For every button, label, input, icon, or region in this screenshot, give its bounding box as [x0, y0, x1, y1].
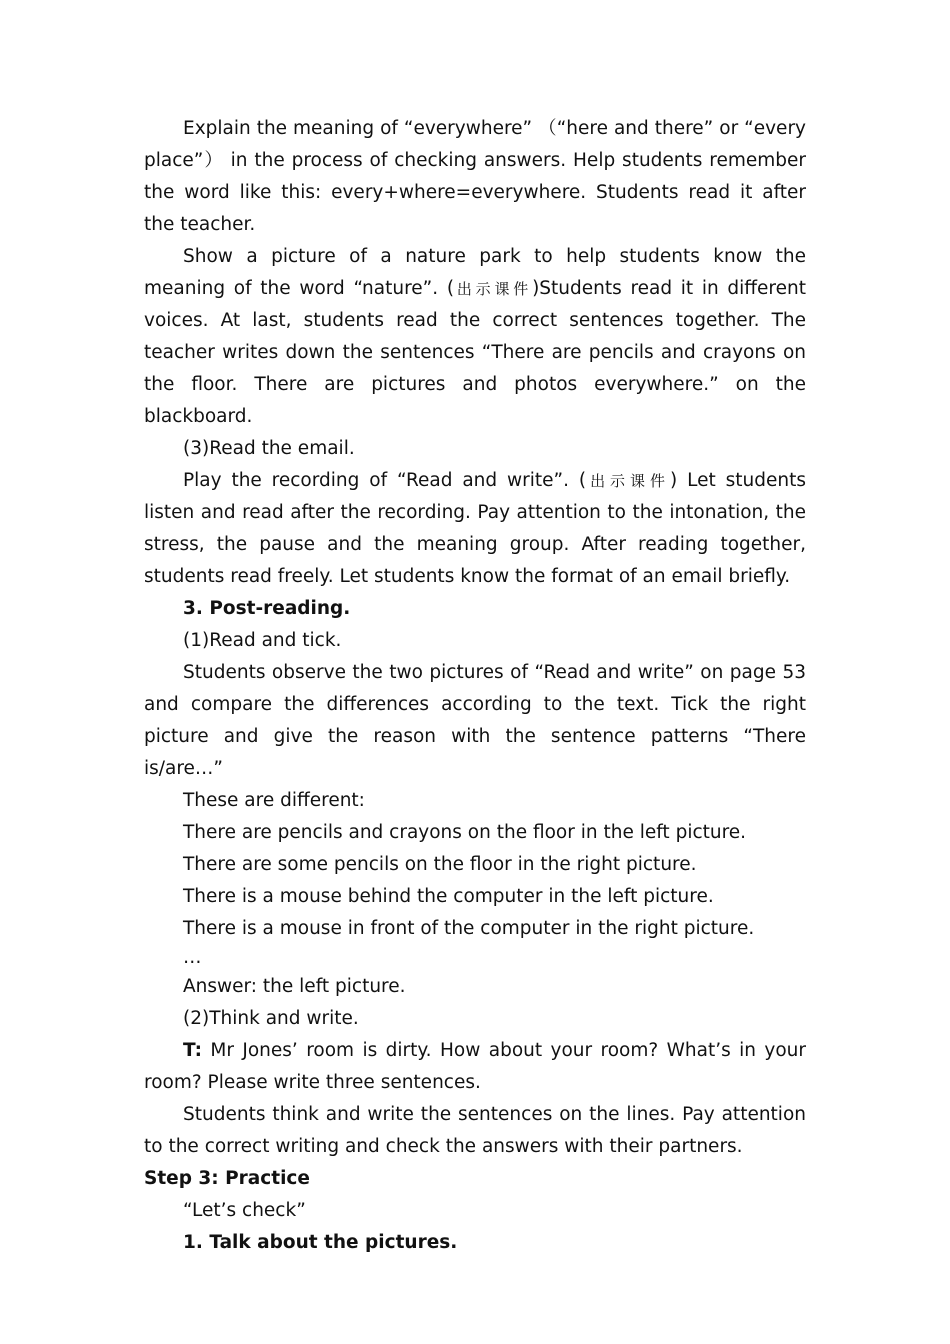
courseware-note: 出示课件 [586, 472, 671, 490]
paragraph-teacher-question [144, 1035, 806, 1099]
paragraph-nature: Show a picture of a nature park to help students know the meaning of the word “nature”. (出示课件)Students read it in different voices. At last, students read the correct sentences together. The teacher writes down the sentences “There are pencils and crayons on the floor. There are pictures and photos everywhere.” on the blackboard. [144, 246, 806, 427]
difference-line: There is a mouse in front of the computer in the right picture. [183, 918, 755, 939]
lets-check-line: “Let’s check” [183, 1200, 306, 1221]
ellipsis: … [183, 947, 202, 968]
difference-line: There are pencils and crayons on the floor in the left picture. [183, 822, 747, 843]
document-page [144, 113, 806, 1259]
teacher-question-text: Mr Jones’ room is dirty. How about your room? What’s in your room? Please write three sentences. [144, 1040, 806, 1093]
difference-line: There are some pencils on the floor in the right picture. [183, 854, 697, 875]
courseware-note: 出示课件 [454, 280, 533, 298]
post-reading-heading: 3. Post-reading. [183, 598, 351, 619]
answer-line: Answer: the left picture. [183, 976, 406, 997]
read-email-heading: (3)Read the email. [183, 438, 355, 459]
talk-about-pictures-heading: 1. Talk about the pictures. [183, 1232, 458, 1253]
paragraph-write-sentences: Students think and write the sentences on the lines. Pay attention to the correct writing and check the answers with their partners. [144, 1104, 806, 1157]
paragraph-observe: Students observe the two pictures of “Read and write” on page 53 and compare the differences according to the text. Tick the right picture and give the reason with the sentence patterns “There is/are…” [144, 662, 806, 779]
difference-line: There is a mouse behind the computer in the left picture. [183, 886, 714, 907]
step3-heading: Step 3: Practice [144, 1168, 310, 1189]
teacher-label: T: [183, 1040, 203, 1061]
paragraph-recording: Play the recording of “Read and write”. (出示课件) Let students listen and read after the recording. Pay attention to the intonation, the stress, the pause and the meaning group. After reading together, students read freely. Let students know the format of an email briefly. [144, 470, 806, 587]
paragraph-everywhere: Explain the meaning of “everywhere” （“here and there” or “every place”） in the process of checking answers. Help students remember the word like this: every+where=everywhere. Students read it after the teacher. [144, 118, 806, 235]
think-and-write-heading: (2)Think and write. [183, 1008, 359, 1029]
read-and-tick-heading: (1)Read and tick. [183, 630, 342, 651]
differences-intro: These are different: [183, 790, 365, 811]
